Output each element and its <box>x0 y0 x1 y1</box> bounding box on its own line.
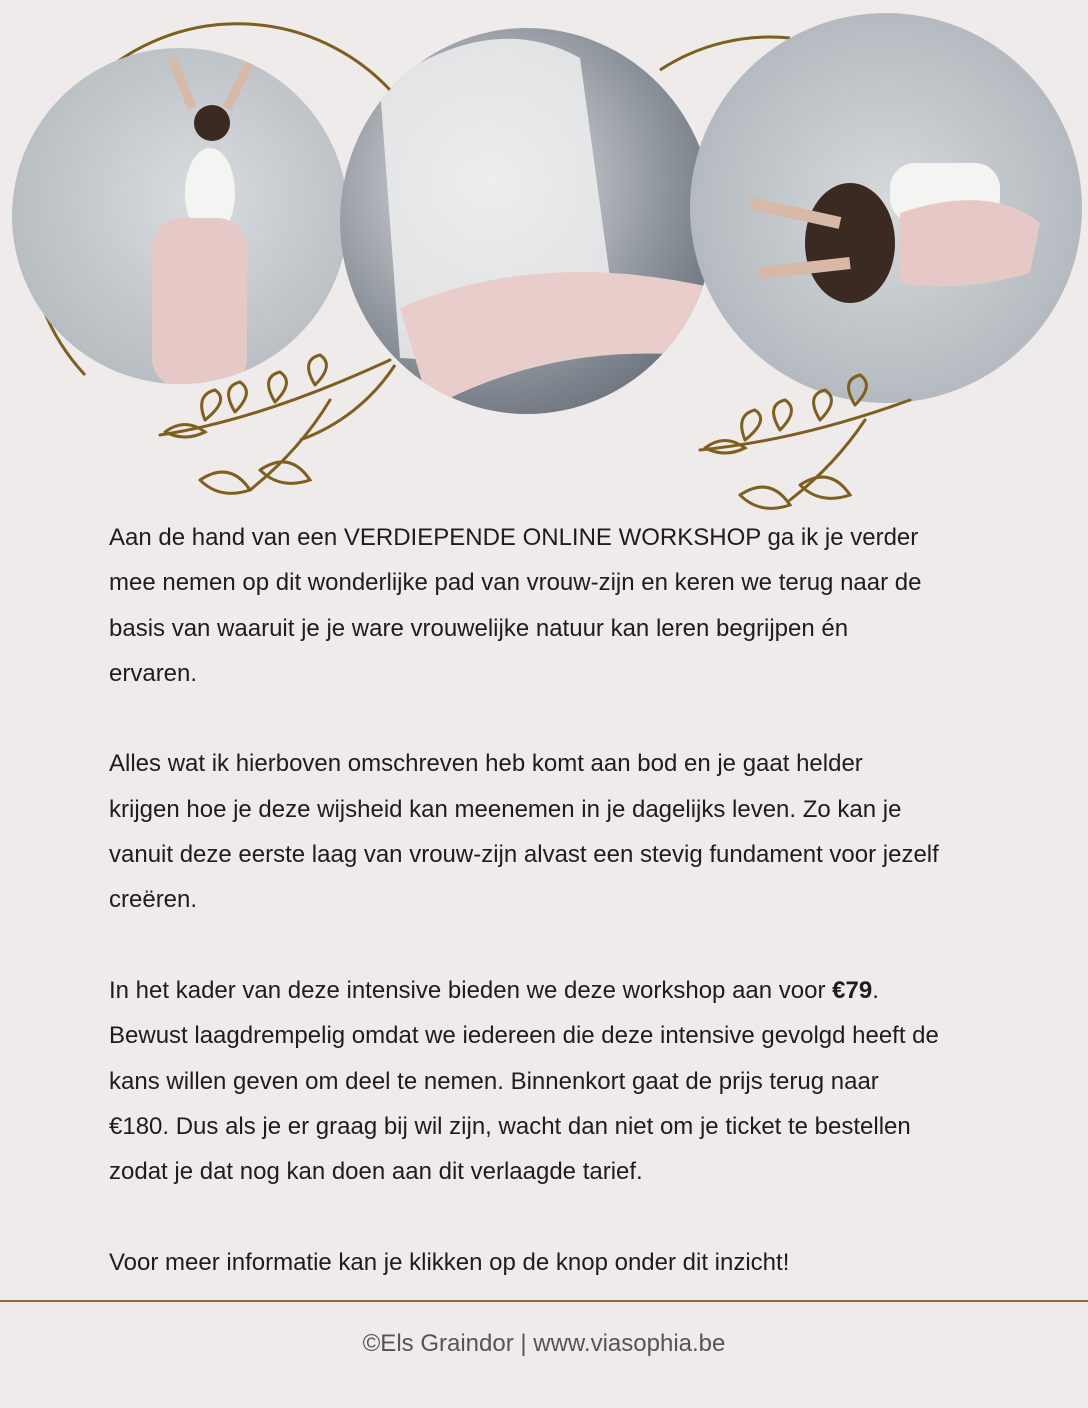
price: €79 <box>832 976 873 1004</box>
text-line: zodat je dat nog kan doen aan dit verlaagde tarief. <box>109 1158 643 1186</box>
text-line <box>109 968 1049 1013</box>
text-line: vanuit deze eerste laag van vrouw-zijn alvast een stevig fundament voor jezelf <box>109 841 939 869</box>
text-line: basis van waaruit je je ware vrouwelijke natuur kan leren begrijpen én <box>109 614 849 642</box>
body-text <box>109 515 1049 1330</box>
text-line: krijgen hoe je deze wijsheid kan meenemen in je dagelijks leven. Zo kan je <box>109 795 902 823</box>
text-segment: . <box>872 976 879 1004</box>
text-line: creëren. <box>109 886 198 914</box>
text-line: Alles wat ik hierboven omschreven heb komt aan bod en je gaat helder <box>109 750 863 778</box>
text-segment: In het kader van deze intensive bieden we deze workshop aan voor <box>109 976 833 1004</box>
text-line: €180. Dus als je er graag bij wil zijn, wacht dan niet om je ticket te bestellen <box>109 1112 911 1140</box>
paragraph-content <box>109 741 1049 922</box>
paragraph-more-info <box>109 1240 1049 1285</box>
footer-divider <box>0 1300 1088 1302</box>
text-line: Voor meer informatie kan je klikken op de knop onder dit inzicht! <box>109 1248 790 1276</box>
leaf-branch-right <box>0 0 1088 520</box>
paragraph-pricing <box>109 968 1049 1194</box>
text-line: Bewust laagdrempelig omdat we iedereen die deze intensive gevolgd heeft de <box>109 1022 939 1050</box>
text-line: Aan de hand van een VERDIEPENDE ONLINE WORKSHOP ga ik je verder <box>109 524 919 551</box>
text-line: mee nemen op dit wonderlijke pad van vrouw-zijn en keren we terug naar de <box>109 569 922 597</box>
text-line: kans willen geven om deel te nemen. Binnenkort gaat de prijs terug naar <box>109 1067 879 1095</box>
text-line: ervaren. <box>109 659 198 687</box>
paragraph-workshop-intro <box>109 515 1049 696</box>
footer-credit: ©Els Graindor | www.viasophia.be <box>362 1330 726 1357</box>
